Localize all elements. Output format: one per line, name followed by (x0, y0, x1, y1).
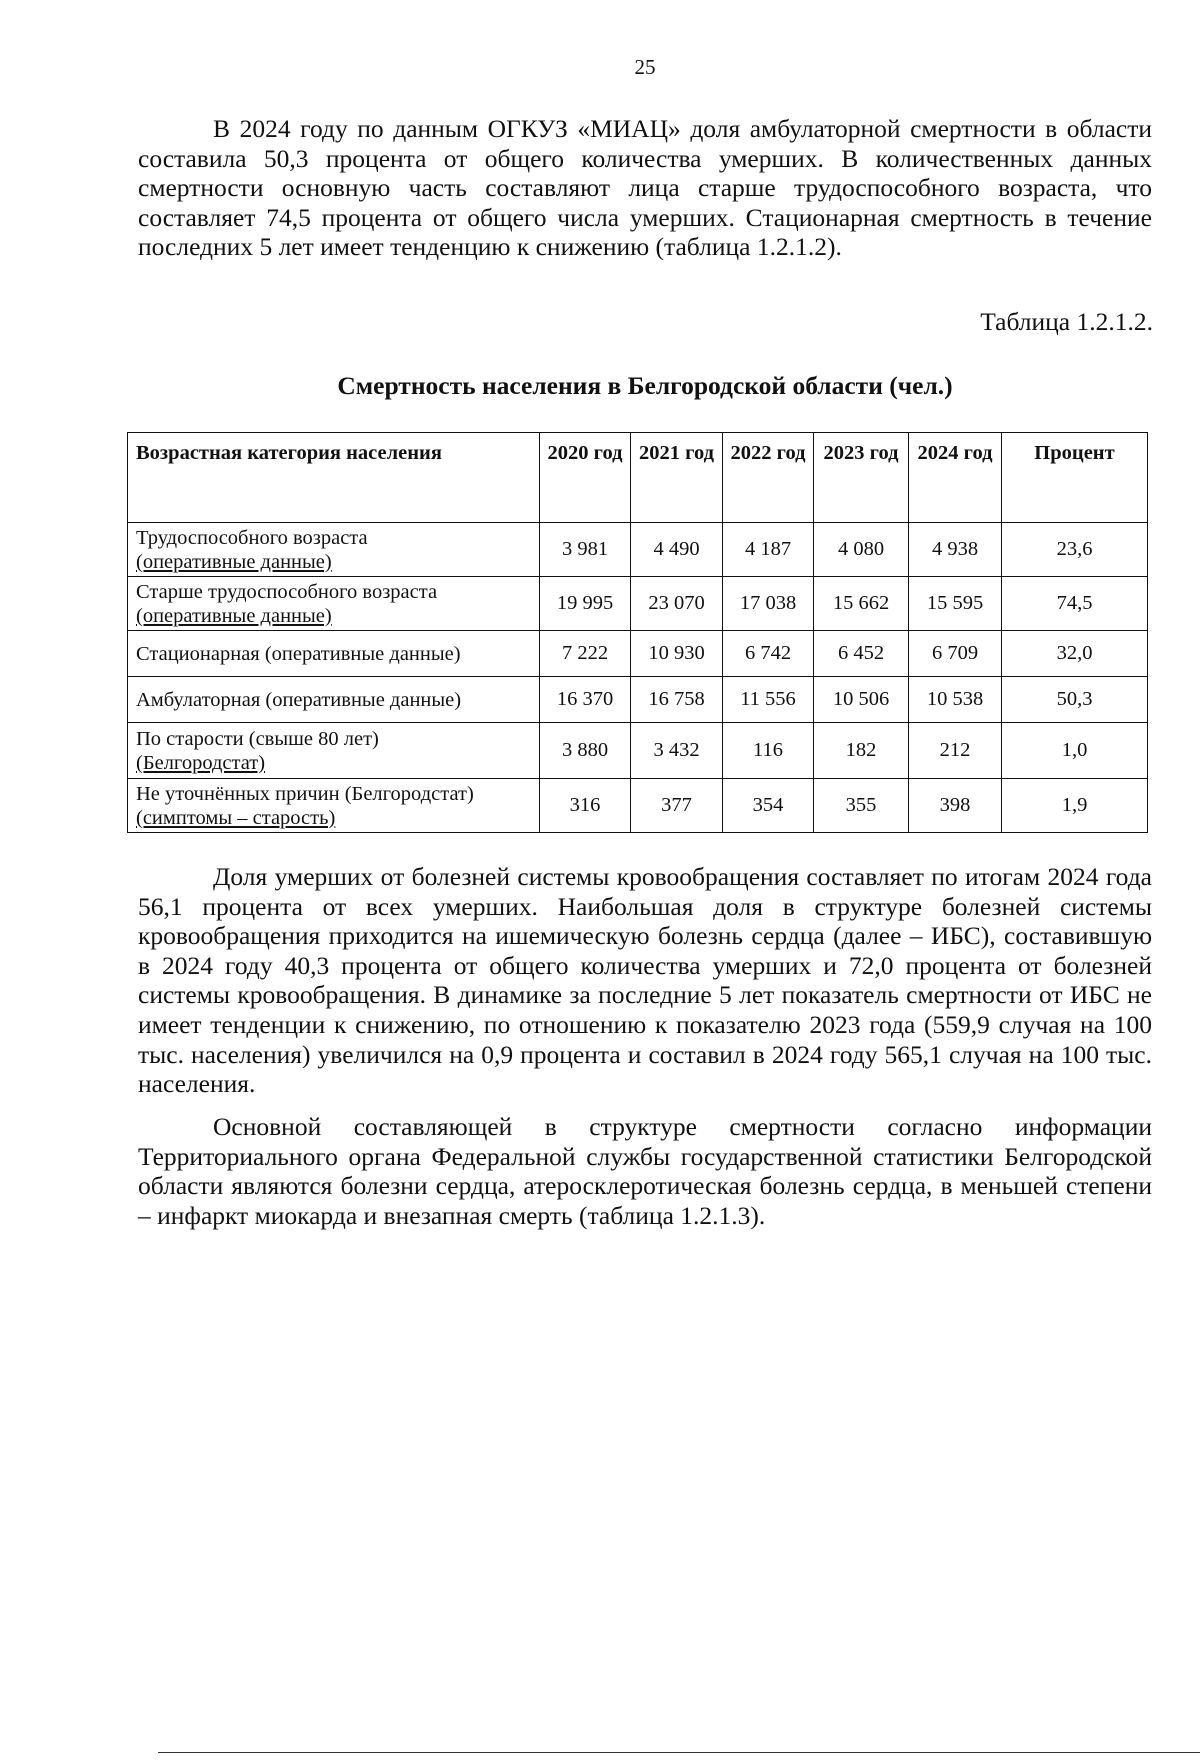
cell-2021: 377 (631, 779, 723, 833)
cell-2024: 10 538 (909, 677, 1002, 723)
cell-2023: 6 452 (814, 631, 909, 677)
table-row (128, 723, 1148, 779)
header-2024: 2024 год (909, 433, 1002, 523)
table-row (128, 577, 1148, 631)
cell-2023: 15 662 (814, 577, 909, 631)
header-2023: 2023 год (814, 433, 909, 523)
cell-2020: 7 222 (540, 631, 631, 677)
row-label-line1: По старости (свыше 80 лет) (136, 727, 379, 750)
cell-percent: 50,3 (1002, 677, 1148, 723)
row-label-line2: (оперативные данные) (136, 604, 332, 627)
cell-2020: 19 995 (540, 577, 631, 631)
paragraph-cardiovascular: Доля умерших от болезней системы кровообращения составляет по итогам 2024 года 56,1 процента от всех умерших. Наибольшая доля в структуре болезней системы кровообращения приходится на ишемическую болезнь сердца (далее – ИБС), составившую в 2024 году 40,3 процента от общего количества умерших и 72,0 процента от болезней системы кровообращения. В динамике за последние 5 лет показатель смертности от ИБС не имеет тенденции к снижению, по отношению к показателю 2023 года (559,9 случая на 100 тыс. населения) увеличился на 0,9 процента и составил в 2024 году 565,1 случая на 100 тыс. населения. (138, 862, 1152, 1099)
cell-2020: 3 880 (540, 723, 631, 779)
row-label-line1: Стационарная (оперативные данные) (136, 642, 461, 665)
cell-percent: 74,5 (1002, 577, 1148, 631)
table-row (128, 631, 1148, 677)
mortality-table (127, 432, 1148, 833)
cell-2022: 4 187 (723, 523, 814, 577)
cell-percent: 23,6 (1002, 523, 1148, 577)
cell-2021: 4 490 (631, 523, 723, 577)
row-label-line1: Амбулаторная (оперативные данные) (136, 688, 462, 711)
row-label-line2: (Белгородстат) (136, 751, 266, 774)
cell-2022: 17 038 (723, 577, 814, 631)
page-number: 25 (634, 55, 656, 79)
row-label-line2: (оперативные данные) (136, 550, 332, 573)
cell-2022: 6 742 (723, 631, 814, 677)
cell-2021: 23 070 (631, 577, 723, 631)
header-percent: Процент (1002, 433, 1148, 523)
paragraph-intro: В 2024 году по данным ОГКУЗ «МИАЦ» доля амбулаторной смертности в области составила 50,3 процента от общего количества умерших. В количественных данных смертности основную часть составляют лица старше трудоспособного возраста, что составляет 74,5 процента от общего числа умерших. Стационарная смертность в течение последних 5 лет имеет тенденцию к снижению (таблица 1.2.1.2). (138, 114, 1152, 262)
cell-2024: 398 (909, 779, 1002, 833)
cell-2020: 16 370 (540, 677, 631, 723)
table-row (128, 523, 1148, 577)
table-row (128, 779, 1148, 833)
row-label (128, 677, 540, 723)
cell-2023: 182 (814, 723, 909, 779)
header-category: Возрастная категория населения (128, 433, 540, 523)
cell-2024: 6 709 (909, 631, 1002, 677)
cell-2021: 16 758 (631, 677, 723, 723)
cell-percent: 1,0 (1002, 723, 1148, 779)
row-label-line1: Старше трудоспособного возраста (136, 580, 438, 603)
row-label (128, 577, 540, 631)
row-label-line2: (симптомы – старость) (136, 806, 336, 829)
row-label-line1: Трудоспособного возраста (136, 526, 368, 549)
cell-2022: 11 556 (723, 677, 814, 723)
cell-2022: 354 (723, 779, 814, 833)
cell-2021: 3 432 (631, 723, 723, 779)
footer-divider (158, 1752, 1200, 1753)
table-number: Таблица 1.2.1.2. (980, 307, 1153, 336)
cell-2024: 212 (909, 723, 1002, 779)
cell-2024: 4 938 (909, 523, 1002, 577)
row-label (128, 631, 540, 677)
cell-2021: 10 930 (631, 631, 723, 677)
row-label (128, 523, 540, 577)
table-header-row (128, 433, 1148, 523)
cell-2023: 10 506 (814, 677, 909, 723)
cell-2020: 3 981 (540, 523, 631, 577)
cell-percent: 1,9 (1002, 779, 1148, 833)
cell-2023: 355 (814, 779, 909, 833)
cell-2022: 116 (723, 723, 814, 779)
row-label (128, 779, 540, 833)
header-2021: 2021 год (631, 433, 723, 523)
paragraph-structure: Основной составляющей в структуре смертности согласно информации Территориального органа Федеральной службы государственной статистики Белгородской области являются болезни сердца, атеросклеротическая болезнь сердца, в меньшей степени – инфаркт миокарда и внезапная смерть (таблица 1.2.1.3). (138, 1112, 1152, 1230)
row-label-line1: Не уточнённых причин (Белгородстат) (136, 782, 474, 805)
table-title: Смертность населения в Белгородской области (чел.) (337, 371, 953, 400)
cell-percent: 32,0 (1002, 631, 1148, 677)
cell-2024: 15 595 (909, 577, 1002, 631)
header-2020: 2020 год (540, 433, 631, 523)
row-label (128, 723, 540, 779)
header-2022: 2022 год (723, 433, 814, 523)
cell-2020: 316 (540, 779, 631, 833)
cell-2023: 4 080 (814, 523, 909, 577)
table-row (128, 677, 1148, 723)
